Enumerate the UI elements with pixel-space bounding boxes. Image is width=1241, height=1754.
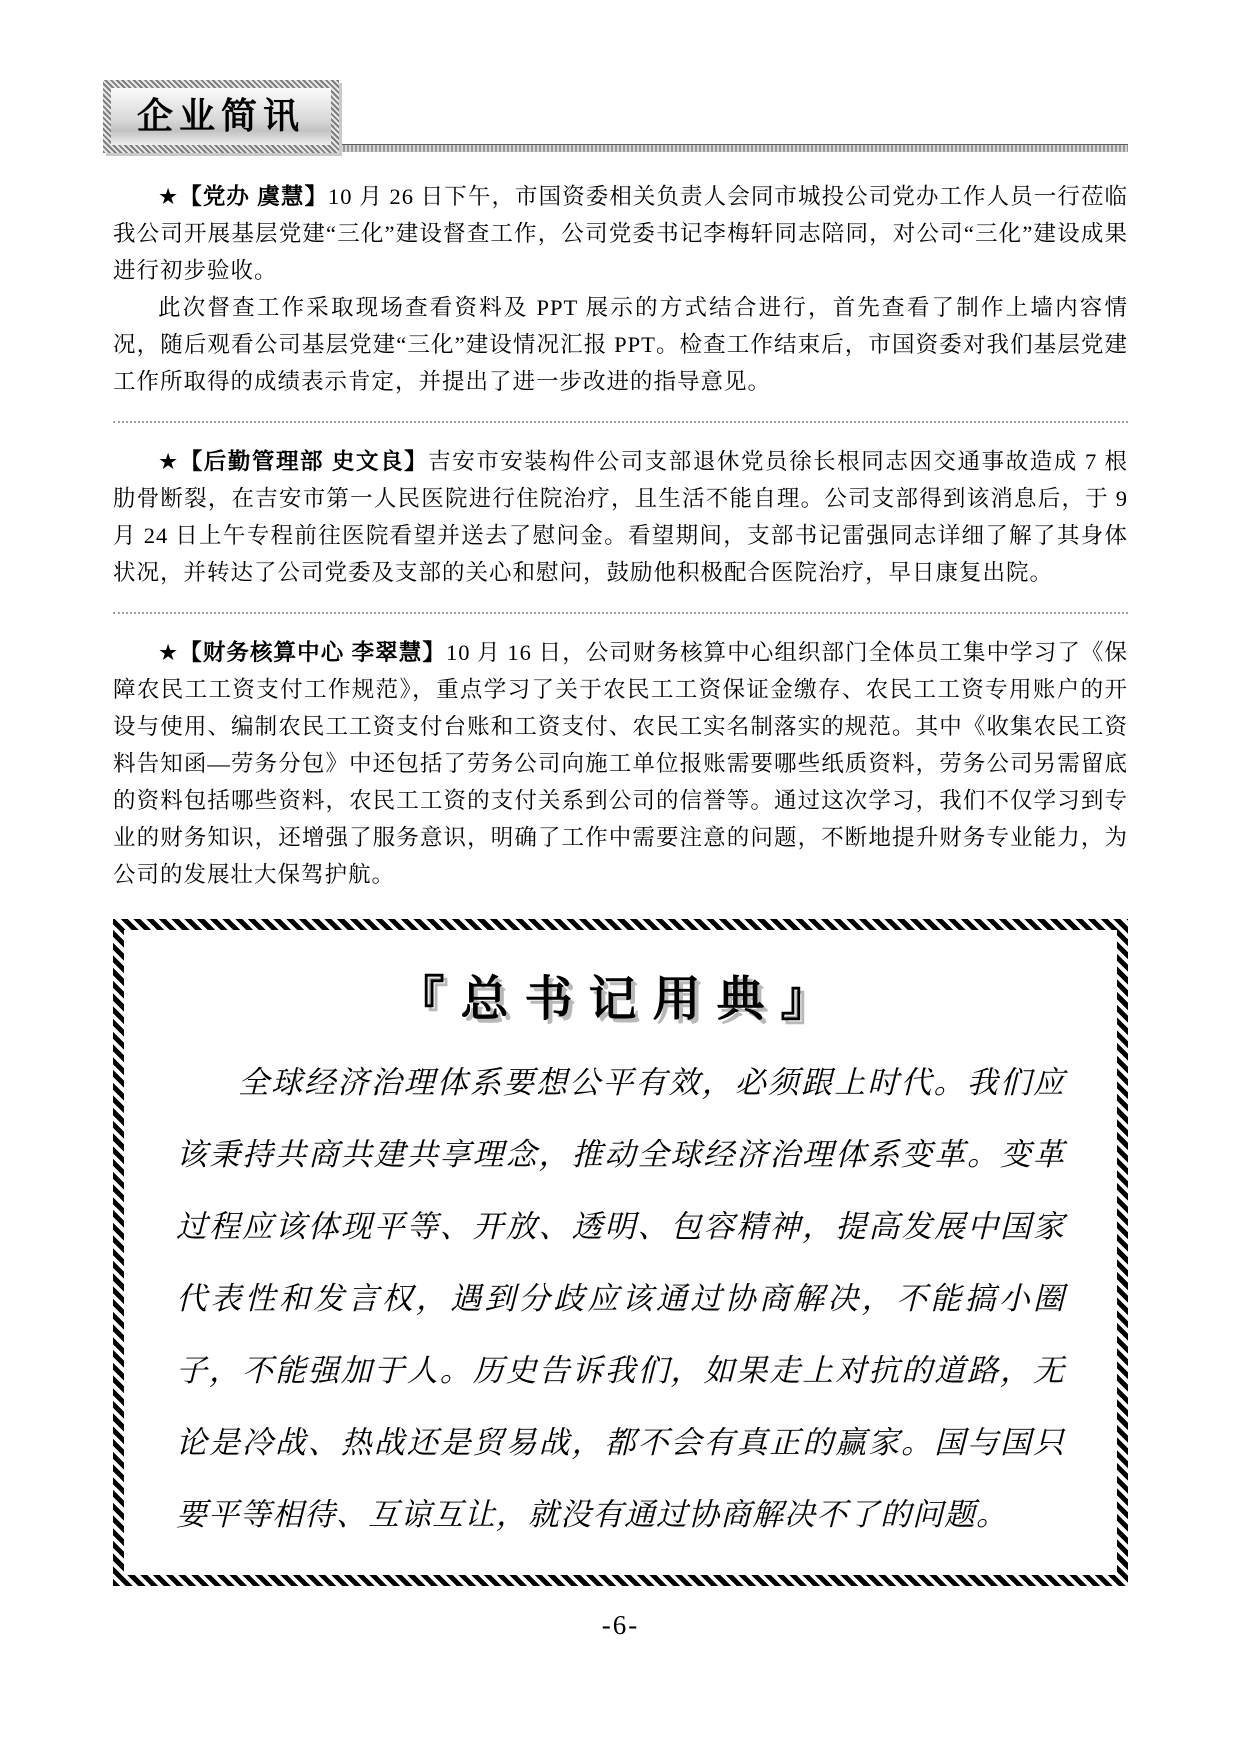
news-paragraph [113,443,1128,591]
page-header [113,84,1128,154]
news-item-houqin [113,443,1128,591]
news-lead-label: ★【党办 虞慧】 [158,184,329,209]
news-paragraph: 此次督查工作采取现场查看资料及 PPT 展示的方式结合进行，首先查看了制作上墙内容情况，随后观看公司基层党建“三化”建设情况汇报 PPT。检查工作结束后，市国资委对我们基层党建工作所取得的成绩表示肯定，并提出了进一步改进的指导意见。 [113,295,1128,394]
news-item-dangban [113,178,1128,400]
section-divider [113,612,1128,614]
news-lead-label: ★【后勤管理部 史文良】 [158,449,429,474]
quote-box-body: 全球经济治理体系要想公平有效，必须跟上时代。我们应该秉持共商共建共享理念，推动全球经济治理体系变革。变革过程应该体现平等、开放、透明、包容精神，提高发展中国家代表性和发言权，遇到分歧应该通过协商解决，不能搞小圈子，不能强加于人。历史告诉我们，如果走上对抗的道路，无论是冷战、热战还是贸易战，都不会有真正的赢家。国与国只要平等相待、互谅互让，就没有通过协商解决不了的问题。 [176,1065,1065,1532]
header-rule [263,144,1128,152]
section-badge: 企业简讯 [103,80,339,153]
news-lead-label: ★【财务核算中心 李翠慧】 [158,640,446,665]
news-text: 10 月 26 日下午，市国资委相关负责人会同市城投公司党办工作人员一行莅临我公司开展基层党建“三化”建设督查工作，公司党委书记李梅轩同志陪同，对公司“三化”建设成果进行初步验收。 [113,184,1128,283]
news-text: 吉安市安装构件公司支部退休党员徐长根同志因交通事故造成 7 根肋骨断裂，在吉安市第一人民医院进行住院治疗，且生活不能自理。公司支部得到该消息后，于 9 月 24 日上午专程前往医院看望并送去了慰问金。看望期间，支部书记雷强同志详细了解了其身体状况，并转达了公司党委及支部的关心和慰问，鼓励他积极配合医院治疗，早日康复出院。 [113,449,1128,585]
quote-box [113,919,1128,1586]
news-paragraph [113,178,1128,289]
news-text: 10 月 16 日，公司财务核算中心组织部门全体员工集中学习了《保障农民工工资支付工作规范》，重点学习了关于农民工工资保证金缴存、农民工工资专用账户的开设与使用、编制农民工工资支付台账和工资支付、农民工实名制落实的规范。其中《收集农民工资料告知函—劳务分包》中还包括了劳务公司向施工单位报账需要哪些纸质资料，劳务公司另需留底的资料包括哪些资料，农民工工资的支付关系到公司的信誉等。通过这次学习，我们不仅学习到专业的财务知识，还增强了服务意识，明确了工作中需要注意的问题，不断地提升财务专业能力，为公司的发展壮大保驾护航。 [113,640,1128,887]
page-number: -6- [601,1610,640,1640]
news-paragraph [113,634,1128,893]
section-divider [113,421,1128,423]
news-item-caiwu [113,634,1128,893]
quote-box-title: 『总书记用典』 [396,973,845,1026]
